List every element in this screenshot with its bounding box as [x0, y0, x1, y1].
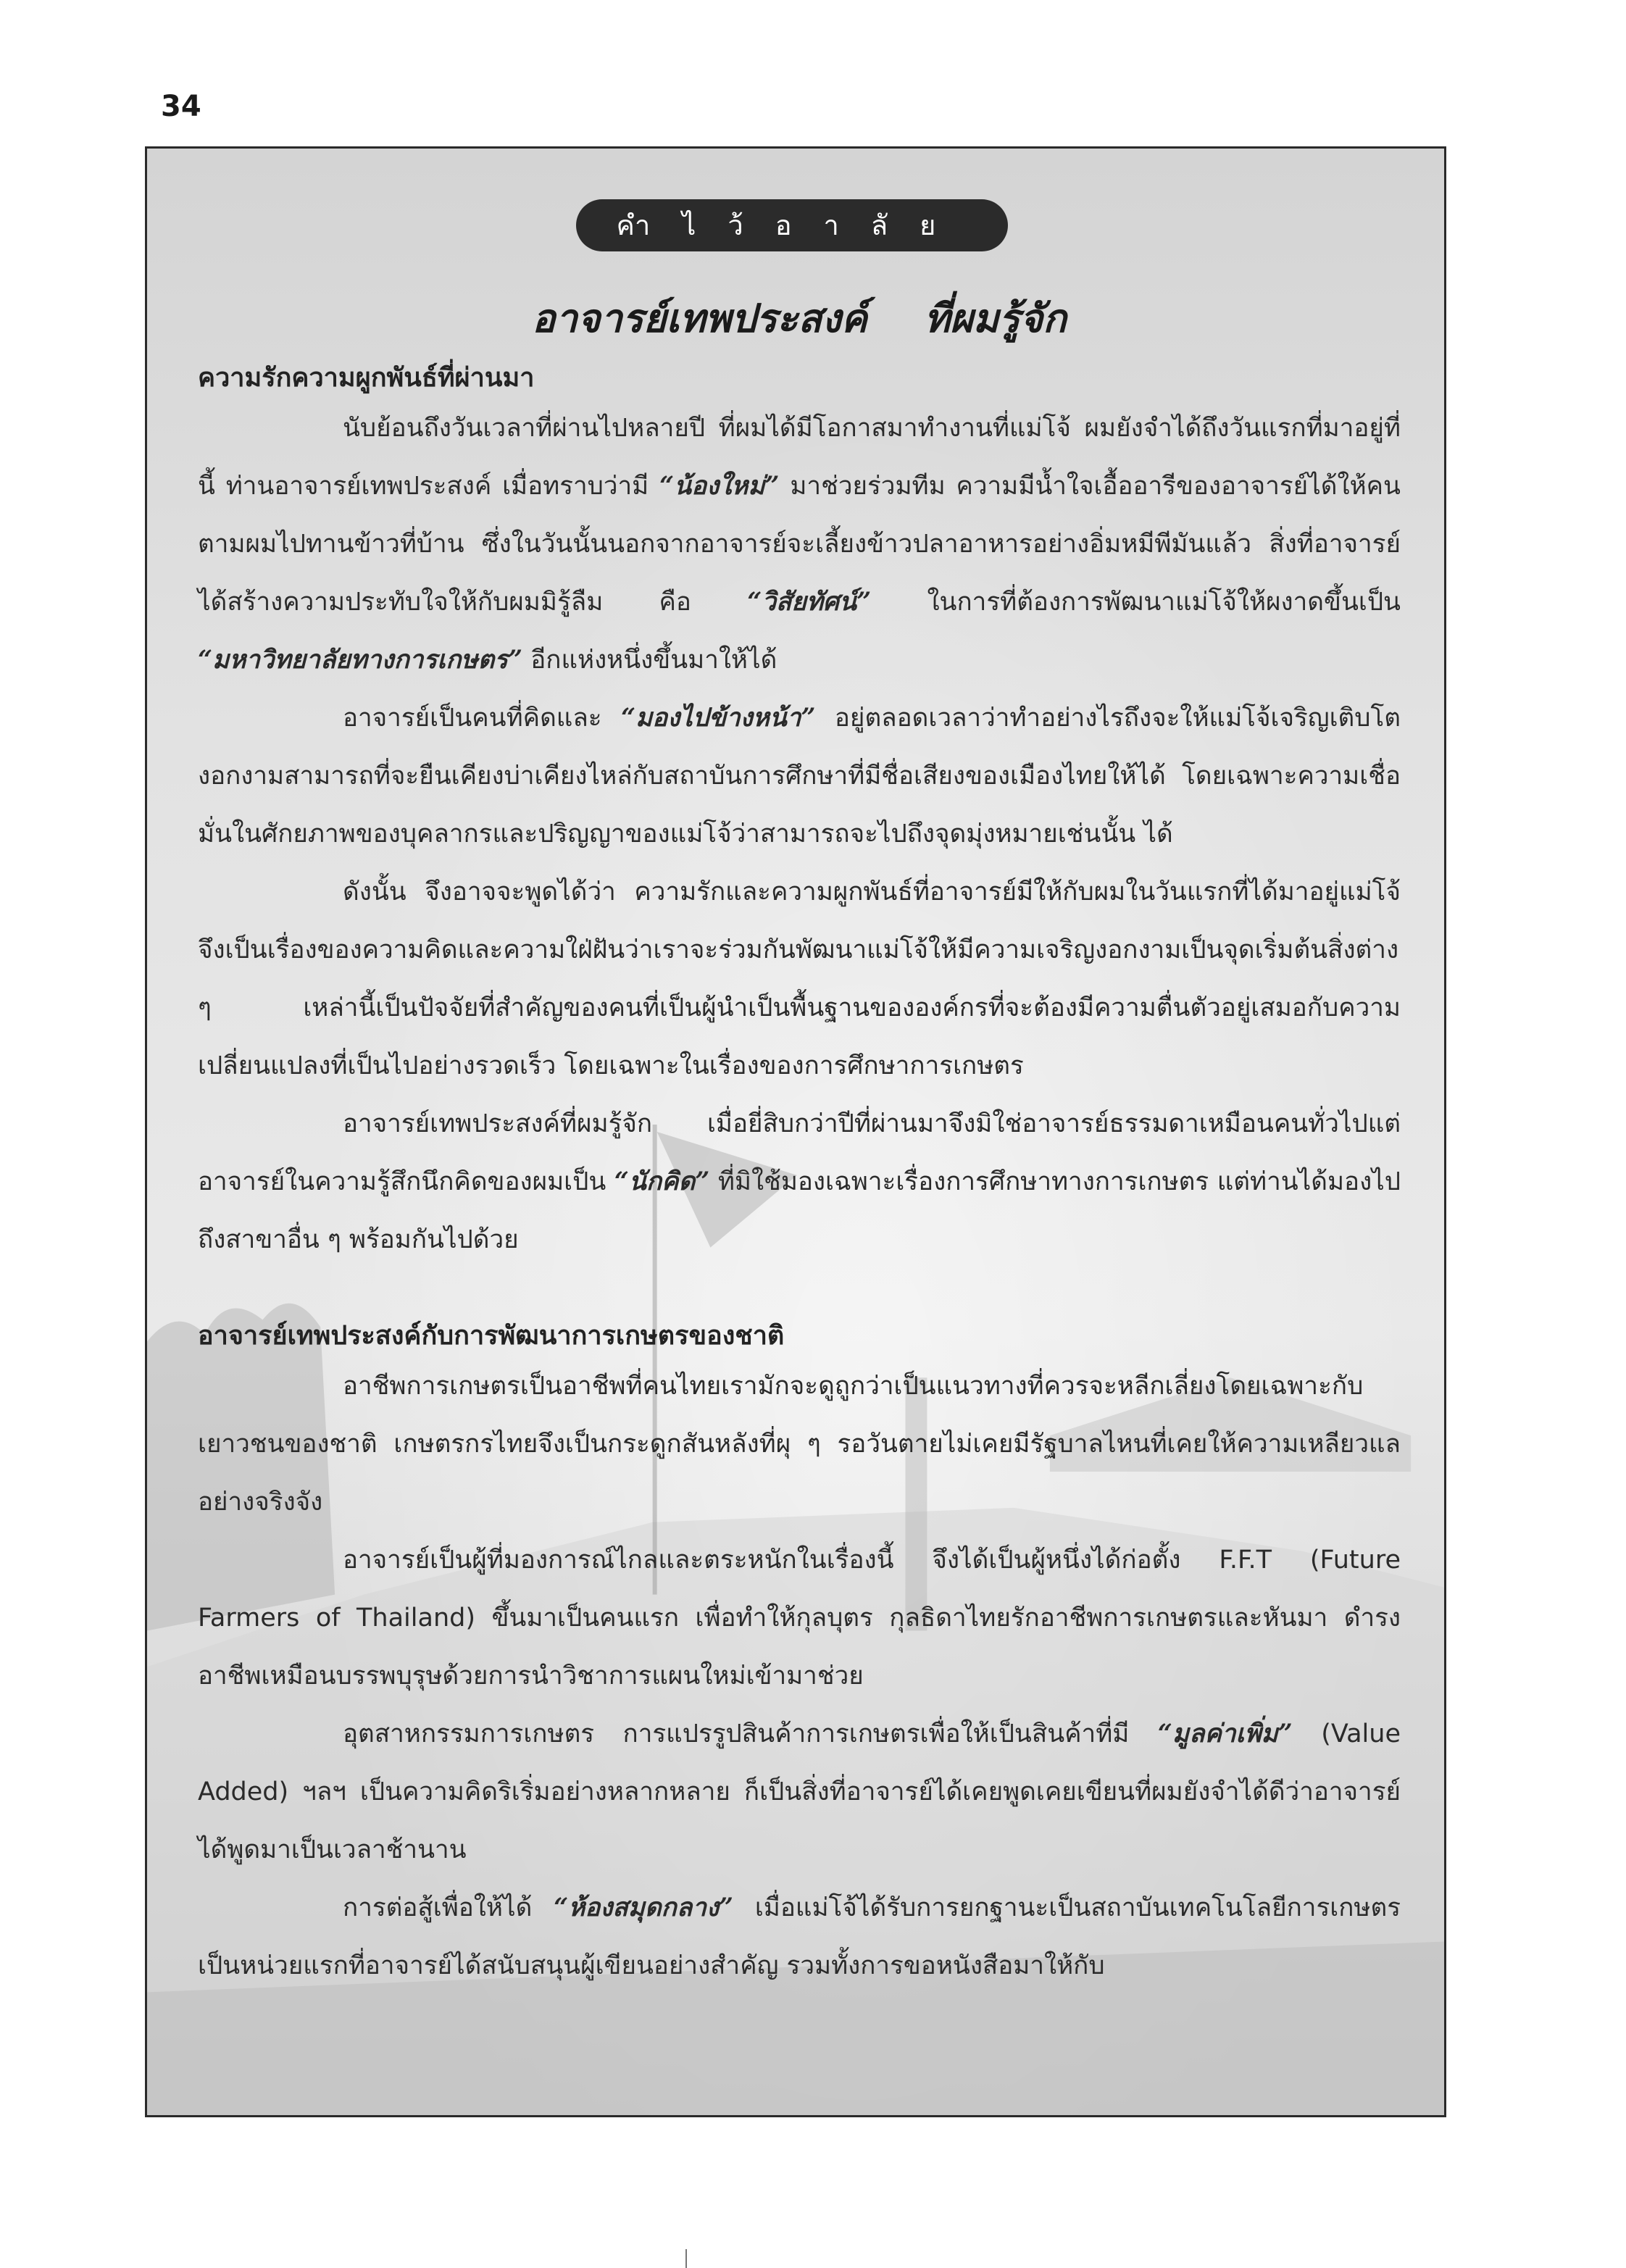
- quoted-term: “วิสัยทัศน์”: [747, 587, 872, 617]
- section-heading: ความรักความผูกพันธ์ที่ผ่านมา: [198, 363, 535, 393]
- paragraph: อาชีพการเกษตรเป็นอาชีพที่คนไทยเรามักจะดูถูกว่าเป็นแนวทางที่ควรจะหลีกเลี่ยงโดยเฉพาะกับเยาวชนของชาติ เกษตรกรไทยจึงเป็นกระดูกสันหลังที่ผุ ๆ รอวันตายไม่เคยมีรัฐบาลไหนที่เคยให้ความเหลียวแลอย่างจริงจัง: [198, 1372, 1401, 1517]
- quoted-term: “มูลค่าเพิ่ม”: [1157, 1719, 1293, 1748]
- paragraph: อาจารย์เป็นผู้ที่มองการณ์ไกลและตระหนักในเรื่องนี้ จึงได้เป็นผู้หนึ่งได้ก่อตั้ง F.F.T (Future Farmers of Thailand) ขึ้นมาเป็นคนแรก เพื่อทำให้กุลบุตร กุลธิดาไทยรักอาชีพการเกษตรและหันมา ดำรงอาชีพเหมือนบรรพบุรุษด้วยการนำวิชาการแผนใหม่เข้ามาช่วย: [198, 1546, 1401, 1690]
- paragraph: อุตสาหกรรมการเกษตร การแปรรูปสินค้าการเกษตรเพื่อให้เป็นสินค้าที่มี “มูลค่าเพิ่ม” (Value Added) ฯลฯ เป็นความคิดริเริ่มอย่างหลากหลาย ก็เป็นสิ่งที่อาจารย์ได้เคยพูดเคยเขียนที่ผมยังจำได้ดีว่าอาจารย์ได้พูดมาเป็นเวลาช้านาน: [198, 1719, 1401, 1864]
- quoted-term: “มองไปข้างหน้า”: [620, 703, 816, 733]
- binding-mark: [685, 2249, 687, 2268]
- article-content: [198, 199, 1401, 1995]
- paragraph: การต่อสู้เพื่อให้ได้ “ห้องสมุดกลาง” เมื่อแม่โจ้ได้รับการยกฐานะเป็นสถาบันเทคโนโลยีการเกษตร เป็นหน่วยแรกที่อาจารย์ได้สนับสนุนผู้เขียนอย่างสำคัญ รวมทั้งการขอหนังสือมาให้กับ: [198, 1893, 1401, 1980]
- paragraph: นับย้อนถึงวันเวลาที่ผ่านไปหลายปี ที่ผมได้มีโอกาสมาทำงานที่แม่โจ้ ผมยังจำได้ถึงวันแรกที่มาอยู่ที่นี้ ท่านอาจารย์เทพประสงค์ เมื่อทราบว่ามี “น้องใหม่” มาช่วยร่วมทีม ความมีน้ำใจเอื้ออารีของอาจารย์ได้ให้คนตามผมไปทานข้าวที่บ้าน ซึ่งในวันนั้นนอกจากอาจารย์จะเลี้ยงข้าวปลาอาหารอย่างอิ่มหมีพีมันแล้ว สิ่งที่อาจารย์ได้สร้างความประทับใจให้กับผมมิรู้ลืม คือ “วิสัยทัศน์” ในการที่ต้องการพัฒนาแม่โจ้ให้ผงาดขึ้นเป็น “มหาวิทยาลัยทางการเกษตร” อีกแห่งหนึ่งขึ้นมาให้ได้: [198, 414, 1401, 675]
- paragraph: อาจารย์เทพประสงค์ที่ผมรู้จัก เมื่อยี่สิบกว่าปีที่ผ่านมาจึงมิใช่อาจารย์ธรรมดาเหมือนคนทั่วไปแต่อาจารย์ในความรู้สึกนึกคิดของผมเป็น “นักคิด” ที่มิใช้มองเฉพาะเรื่องการศึกษาทางการเกษตร แต่ท่านได้มองไปถึงสาขาอื่น ๆ พร้อมกันไปด้วย: [198, 1109, 1401, 1254]
- paragraph: อาจารย์เป็นคนที่คิดและ “มองไปข้างหน้า” อยู่ตลอดเวลาว่าทำอย่างไรถึงจะให้แม่โจ้เจริญเติบโตงอกงามสามารถที่จะยืนเคียงบ่าเคียงไหล่กับสถาบันการศึกษาที่มีชื่อเสียงของเมืองไทยให้ได้ โดยเฉพาะความเชื่อมั่นในศักยภาพของบุคลากรและปริญญาของแม่โจ้ว่าสามารถจะไปถึงจุดมุ่งหมายเช่นนั้น ได้: [198, 703, 1401, 849]
- page-number: 34: [161, 90, 201, 123]
- article-title: อาจารย์เทพประสงค์ ที่ผมรู้จัก: [532, 295, 1067, 341]
- quoted-term: “นักคิด”: [614, 1167, 710, 1196]
- quoted-term: “มหาวิทยาลัยทางการเกษตร”: [198, 645, 523, 675]
- section-heading: อาจารย์เทพประสงค์กับการพัฒนาการเกษตรของชาติ: [198, 1321, 785, 1351]
- article-frame: [145, 146, 1446, 2117]
- section-banner: คำไว้อาลัย: [576, 199, 1009, 251]
- paragraph: ดังนั้น จึงอาจจะพูดได้ว่า ความรักและความผูกพันธ์ที่อาจารย์มีให้กับผมในวันแรกที่ได้มาอยู่แม่โจ้ จึงเป็นเรื่องของความคิดและความใฝ่ฝันว่าเราจะร่วมกันพัฒนาแม่โจ้ให้มีความเจริญงอกงามเป็นจุดเริ่มต้นสิ่งต่าง ๆ เหล่านี้เป็นปัจจัยที่สำคัญของคนที่เป็นผู้นำเป็นพื้นฐานขององค์กรที่จะต้องมีความตื่นตัวอยู่เสมอกับความเปลี่ยนแปลงที่เป็นไปอย่างรวดเร็ว โดยเฉพาะในเรื่องของการศึกษาการเกษตร: [198, 877, 1401, 1080]
- quoted-term: “น้องใหม่”: [659, 471, 780, 501]
- quoted-term: “ห้องสมุดกลาง”: [554, 1893, 734, 1922]
